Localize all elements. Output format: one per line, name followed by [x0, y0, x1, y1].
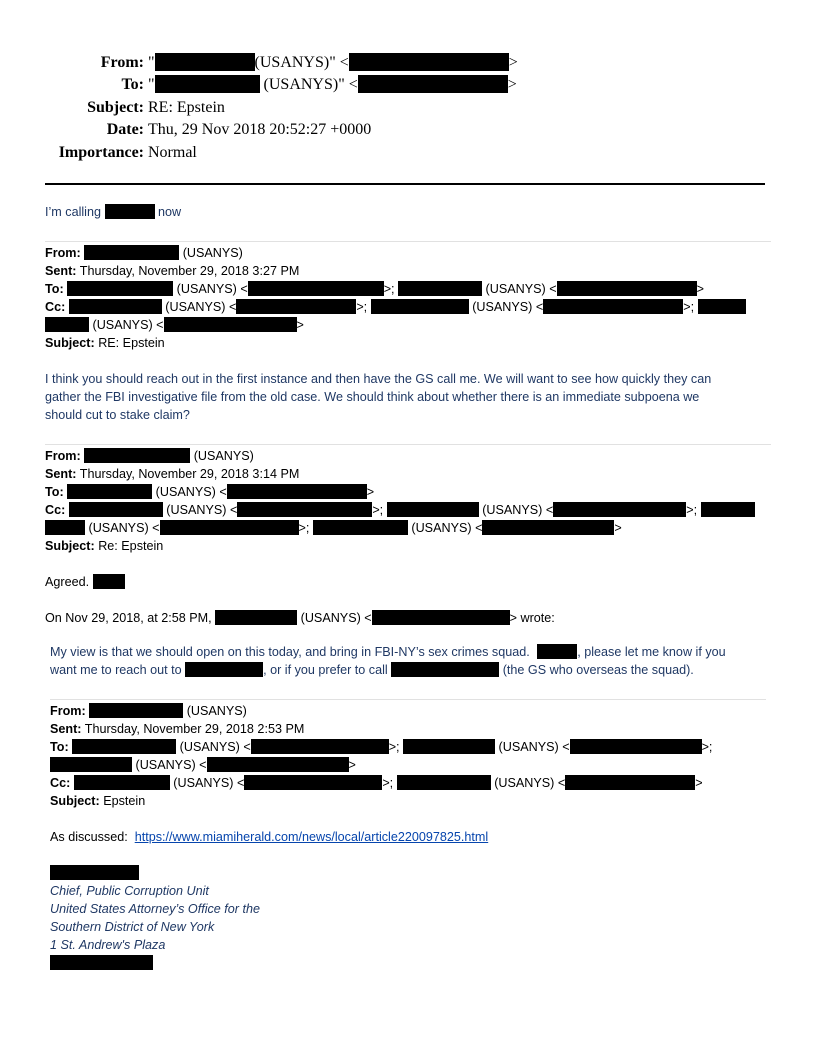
msg3-agreed — [45, 573, 125, 591]
redaction — [185, 662, 263, 677]
redaction — [237, 502, 372, 517]
recipient-close: > — [614, 521, 622, 535]
header-to-row — [0, 74, 816, 96]
redaction — [543, 299, 683, 314]
header-date-label: Date: — [106, 121, 144, 139]
recipient-org: (USANYS) < — [166, 503, 238, 517]
redaction — [50, 865, 139, 880]
recipient-org: (USANYS) < — [88, 521, 160, 535]
msg4-subject — [50, 792, 145, 810]
header-from-label: From: — [100, 54, 144, 71]
quote-intro-text: > wrote: — [509, 611, 555, 625]
quote-text: want me to reach out to — [50, 663, 182, 677]
redaction — [403, 739, 495, 754]
header-divider — [45, 183, 765, 185]
redaction — [160, 520, 299, 535]
recipient-org: (USANYS) < — [155, 485, 227, 499]
sent-value: Thursday, November 29, 2018 3:14 PM — [79, 467, 300, 481]
recipient-close: >; — [356, 300, 368, 314]
email-header — [0, 52, 816, 164]
cc-label: Cc: — [50, 776, 71, 790]
signature-office: Southern District of New York — [50, 920, 215, 934]
msg2-to — [45, 280, 704, 298]
msg4-body — [50, 828, 488, 846]
message-separator — [45, 241, 771, 242]
quote-mark: " — [148, 76, 155, 94]
header-date-row — [0, 119, 816, 141]
as-discussed-text: As discussed: — [50, 830, 128, 844]
recipient-org: (USANYS) < — [482, 503, 554, 517]
redaction — [69, 299, 162, 314]
redaction — [358, 75, 508, 93]
msg3-cc-cont — [45, 519, 622, 537]
cc-label: Cc: — [45, 300, 66, 314]
redaction — [387, 502, 479, 517]
sent-value: Thursday, November 29, 2018 2:53 PM — [84, 722, 305, 736]
redaction — [557, 281, 697, 296]
recipient-org: (USANYS) < — [411, 521, 483, 535]
redaction — [67, 281, 173, 296]
redaction — [72, 739, 176, 754]
reply-body — [45, 203, 181, 221]
sent-label: Sent: — [45, 264, 77, 278]
header-subject-value: RE: Epstein — [148, 98, 225, 116]
sent-value: Thursday, November 29, 2018 3:27 PM — [79, 264, 300, 278]
recipient-org: (USANYS) < — [472, 300, 544, 314]
reply-text: I’m calling — [45, 205, 101, 219]
subject-label: Subject: — [45, 539, 95, 553]
signature-address: 1 St. Andrew's Plaza — [50, 938, 166, 952]
to-label: To: — [50, 740, 69, 754]
recipient-close: > — [696, 282, 704, 296]
header-to-label: To: — [121, 76, 144, 94]
redaction — [397, 775, 491, 790]
from-label: From: — [45, 246, 81, 260]
signature-name — [50, 864, 139, 882]
quote-text: , or if you prefer to call — [263, 663, 388, 677]
redaction — [537, 644, 577, 659]
from-label: From: — [50, 704, 86, 718]
header-from-row — [0, 52, 816, 74]
redaction — [698, 299, 746, 314]
msg4-cc — [50, 774, 703, 792]
msg4-to-cont — [50, 756, 356, 774]
header-from-value — [148, 52, 518, 74]
redaction — [155, 75, 260, 93]
msg3-subject — [45, 537, 163, 555]
msg3-from — [45, 447, 254, 465]
redaction — [391, 662, 499, 677]
header-from-org: (USANYS)" < — [254, 54, 349, 71]
redaction — [207, 757, 349, 772]
quote-intro-text: On Nov 29, 2018, at 2:58 PM, — [45, 611, 212, 625]
subject-value: RE: Epstein — [98, 336, 165, 350]
msg3-quote-line — [50, 661, 694, 679]
sent-label: Sent: — [45, 467, 77, 481]
redaction — [227, 484, 367, 499]
redaction — [84, 245, 179, 260]
msg2-body-line: should cut to stake claim? — [45, 408, 190, 422]
recipient-org: (USANYS) < — [173, 776, 245, 790]
signature-phone — [50, 954, 153, 972]
to-label: To: — [45, 485, 64, 499]
redaction — [67, 484, 152, 499]
msg2-subject — [45, 334, 165, 352]
quote-mark: " — [148, 54, 155, 71]
recipient-close: > — [348, 758, 356, 772]
header-importance-row — [0, 142, 816, 164]
from-label: From: — [45, 449, 81, 463]
msg2-from — [45, 244, 243, 262]
redaction — [50, 955, 153, 970]
header-subject-row — [0, 97, 816, 119]
redaction — [570, 739, 702, 754]
subject-label: Subject: — [45, 336, 95, 350]
redaction — [313, 520, 408, 535]
msg2-body-line: gather the FBI investigative file from the old case. We should think about whether there is an immediate subpoena we — [45, 390, 700, 404]
redaction — [45, 317, 89, 332]
recipient-org: (USANYS) < — [485, 282, 557, 296]
redaction — [69, 502, 163, 517]
recipient-close: >; — [383, 282, 395, 296]
msg3-quote-line — [50, 643, 726, 661]
recipient-close: > — [296, 318, 304, 332]
subject-value: Epstein — [103, 794, 146, 808]
redaction — [50, 757, 132, 772]
subject-value: Re: Epstein — [98, 539, 164, 553]
redaction — [701, 502, 755, 517]
to-label: To: — [45, 282, 64, 296]
redaction — [105, 204, 155, 219]
recipient-close: > — [695, 776, 703, 790]
redaction — [372, 610, 510, 625]
msg2-sent — [45, 262, 299, 280]
quote-text: My view is that we should open on this today, and bring in FBI-NY’s sex crimes squad. — [50, 645, 530, 659]
recipient-close: >; — [686, 503, 698, 517]
header-to-org: (USANYS)" < — [263, 76, 358, 94]
msg3-quote-intro — [45, 609, 555, 627]
msg2-cc-cont — [45, 316, 304, 334]
quote-intro-text: (USANYS) < — [300, 611, 372, 625]
agreed-text: Agreed. — [45, 575, 90, 589]
quote-text: (the GS who overseas the squad). — [502, 663, 694, 677]
redaction — [45, 520, 85, 535]
cc-label: Cc: — [45, 503, 66, 517]
from-org: (USANYS) — [193, 449, 254, 463]
msg3-to — [45, 483, 374, 501]
sent-label: Sent: — [50, 722, 82, 736]
redaction — [371, 299, 469, 314]
msg4-to — [50, 738, 712, 756]
msg3-sent — [45, 465, 299, 483]
redaction — [236, 299, 356, 314]
header-importance-label: Importance: — [58, 143, 144, 161]
from-org: (USANYS) — [182, 246, 243, 260]
message-separator — [45, 444, 771, 445]
redaction — [553, 502, 686, 517]
msg2-cc — [45, 298, 746, 316]
recipient-close: >; — [683, 300, 695, 314]
redaction — [84, 448, 190, 463]
signature-office: United States Attorney’s Office for the — [50, 902, 260, 916]
recipient-close: >; — [372, 503, 384, 517]
recipient-close: >; — [388, 740, 400, 754]
from-org: (USANYS) — [186, 704, 247, 718]
message-separator — [50, 699, 766, 700]
redaction — [164, 317, 297, 332]
recipient-org: (USANYS) < — [498, 740, 570, 754]
redaction — [482, 520, 614, 535]
msg4-from — [50, 702, 247, 720]
recipient-close: >; — [701, 740, 713, 754]
msg3-cc — [45, 501, 755, 519]
header-to-close: > — [507, 76, 517, 94]
redaction — [74, 775, 170, 790]
recipient-close: >; — [298, 521, 310, 535]
redaction — [93, 574, 125, 589]
redaction — [215, 610, 297, 625]
recipient-close: > — [366, 485, 375, 499]
recipient-close: >; — [382, 776, 394, 790]
redaction — [248, 281, 384, 296]
redaction — [244, 775, 382, 790]
header-to-value — [148, 74, 517, 96]
recipient-org: (USANYS) < — [165, 300, 237, 314]
recipient-org: (USANYS) < — [179, 740, 251, 754]
header-subject-label: Subject: — [87, 98, 144, 116]
subject-label: Subject: — [50, 794, 100, 808]
signature-title: Chief, Public Corruption Unit — [50, 884, 209, 898]
recipient-org: (USANYS) < — [494, 776, 566, 790]
recipient-org: (USANYS) < — [176, 282, 248, 296]
redaction — [565, 775, 695, 790]
redaction — [155, 53, 255, 71]
quote-text: , please let me know if you — [577, 645, 726, 659]
msg4-sent — [50, 720, 304, 738]
redaction — [251, 739, 389, 754]
redaction — [89, 703, 183, 718]
header-date-value: Thu, 29 Nov 2018 20:52:27 +0000 — [148, 121, 372, 139]
recipient-org: (USANYS) < — [135, 758, 207, 772]
redaction — [349, 53, 509, 71]
recipient-org: (USANYS) < — [92, 318, 164, 332]
redaction — [398, 281, 482, 296]
msg2-body-line: I think you should reach out in the first instance and then have the GS call me. We will want to see how quickly they can — [45, 372, 712, 386]
header-importance-value: Normal — [148, 143, 197, 161]
article-link[interactable]: https://www.miamiherald.com/news/local/article220097825.html — [134, 830, 489, 844]
reply-text: now — [158, 205, 182, 219]
header-from-close: > — [508, 54, 518, 71]
